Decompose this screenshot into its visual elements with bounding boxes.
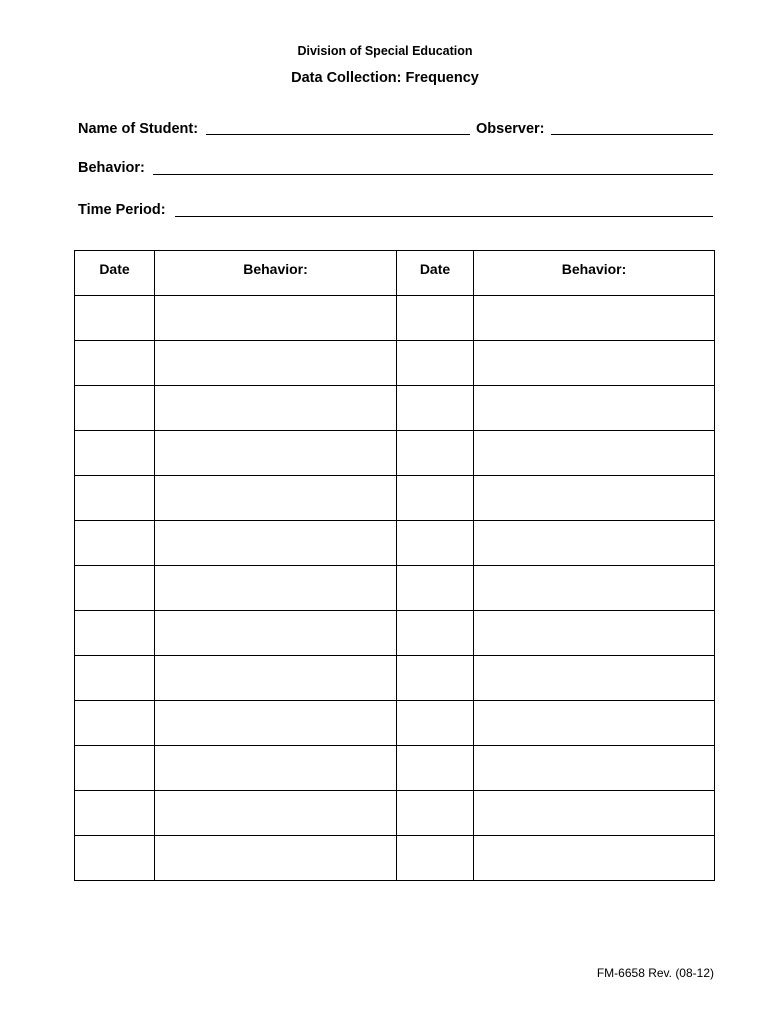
- date-cell[interactable]: [75, 431, 155, 476]
- observer-field[interactable]: [551, 134, 713, 135]
- behavior-cell[interactable]: [155, 521, 397, 566]
- date-cell[interactable]: [75, 656, 155, 701]
- behavior-cell[interactable]: [474, 836, 715, 881]
- date-cell[interactable]: [75, 566, 155, 611]
- observer-label: Observer:: [476, 121, 545, 137]
- column-header-behavior: Behavior:: [155, 251, 397, 296]
- table-row: [75, 386, 715, 431]
- date-cell[interactable]: [397, 746, 474, 791]
- date-cell[interactable]: [397, 386, 474, 431]
- date-cell[interactable]: [75, 296, 155, 341]
- behavior-cell[interactable]: [155, 746, 397, 791]
- behavior-cell[interactable]: [474, 296, 715, 341]
- behavior-cell[interactable]: [155, 656, 397, 701]
- behavior-cell[interactable]: [155, 566, 397, 611]
- date-cell[interactable]: [75, 746, 155, 791]
- column-header-behavior: Behavior:: [474, 251, 715, 296]
- behavior-cell[interactable]: [155, 701, 397, 746]
- time-period-label: Time Period:: [78, 202, 166, 218]
- behavior-cell[interactable]: [474, 341, 715, 386]
- table-row: [75, 836, 715, 881]
- behavior-cell[interactable]: [474, 611, 715, 656]
- behavior-cell[interactable]: [474, 431, 715, 476]
- table-row: [75, 791, 715, 836]
- date-cell[interactable]: [75, 341, 155, 386]
- date-cell[interactable]: [75, 611, 155, 656]
- behavior-cell[interactable]: [155, 836, 397, 881]
- date-cell[interactable]: [397, 791, 474, 836]
- behavior-label: Behavior:: [78, 160, 145, 176]
- student-name-label: Name of Student:: [78, 121, 199, 137]
- date-cell[interactable]: [397, 296, 474, 341]
- date-cell[interactable]: [397, 566, 474, 611]
- date-cell[interactable]: [75, 701, 155, 746]
- date-cell[interactable]: [75, 521, 155, 566]
- frequency-log-table: [74, 250, 715, 881]
- date-cell[interactable]: [397, 341, 474, 386]
- table-row: [75, 296, 715, 341]
- behavior-cell[interactable]: [155, 611, 397, 656]
- behavior-cell[interactable]: [474, 386, 715, 431]
- date-cell[interactable]: [75, 386, 155, 431]
- table-row: [75, 476, 715, 521]
- department-heading: Division of Special Education: [297, 44, 473, 58]
- table-header-row: [75, 251, 715, 296]
- behavior-cell[interactable]: [474, 476, 715, 521]
- behavior-field[interactable]: [153, 174, 713, 175]
- behavior-cell[interactable]: [474, 791, 715, 836]
- behavior-cell[interactable]: [155, 386, 397, 431]
- behavior-cell[interactable]: [474, 566, 715, 611]
- date-cell[interactable]: [397, 521, 474, 566]
- table-row: [75, 611, 715, 656]
- table-row: [75, 521, 715, 566]
- date-cell[interactable]: [397, 836, 474, 881]
- behavior-cell[interactable]: [155, 296, 397, 341]
- form-title: Data Collection: Frequency: [291, 70, 479, 86]
- date-cell[interactable]: [397, 431, 474, 476]
- student-name-field[interactable]: [206, 134, 470, 135]
- behavior-cell[interactable]: [155, 431, 397, 476]
- date-cell[interactable]: [397, 476, 474, 521]
- date-cell[interactable]: [75, 791, 155, 836]
- behavior-cell[interactable]: [474, 656, 715, 701]
- table-row: [75, 656, 715, 701]
- behavior-cell[interactable]: [155, 476, 397, 521]
- date-cell[interactable]: [397, 611, 474, 656]
- date-cell[interactable]: [75, 836, 155, 881]
- behavior-cell[interactable]: [155, 791, 397, 836]
- form-number: FM-6658 Rev. (08-12): [596, 966, 714, 980]
- behavior-cell[interactable]: [474, 701, 715, 746]
- column-header-date: Date: [75, 251, 155, 296]
- behavior-cell[interactable]: [155, 341, 397, 386]
- date-cell[interactable]: [397, 701, 474, 746]
- table-row: [75, 566, 715, 611]
- table-row: [75, 746, 715, 791]
- table-row: [75, 341, 715, 386]
- date-cell[interactable]: [75, 476, 155, 521]
- table-row: [75, 431, 715, 476]
- behavior-cell[interactable]: [474, 746, 715, 791]
- time-period-field[interactable]: [175, 216, 713, 217]
- date-cell[interactable]: [397, 656, 474, 701]
- behavior-cell[interactable]: [474, 521, 715, 566]
- table-row: [75, 701, 715, 746]
- column-header-date: Date: [397, 251, 474, 296]
